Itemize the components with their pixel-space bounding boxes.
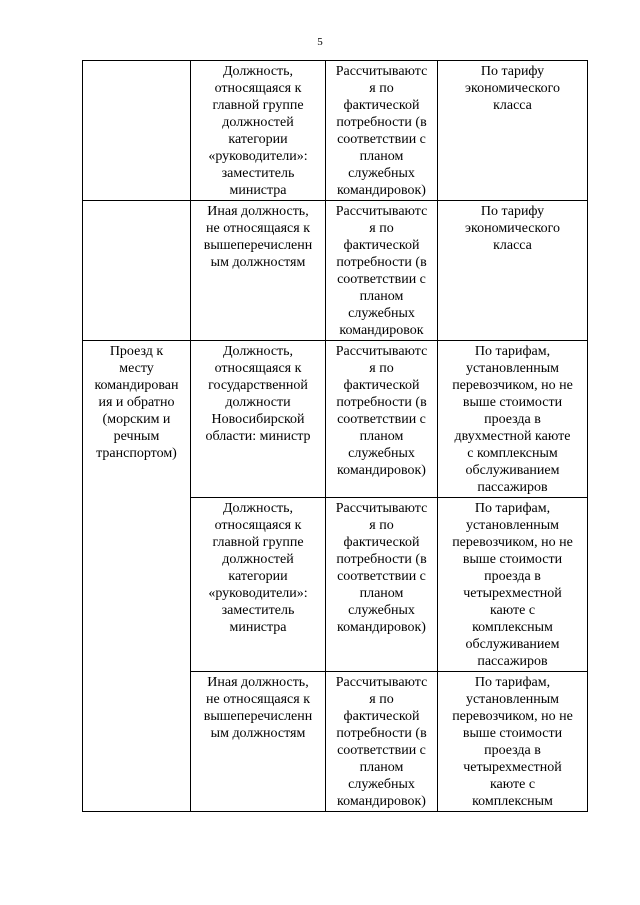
position-cell: Должность, относящаяся к главной группе должностей категории «руководители»: заместитель министра [191,61,326,201]
table-row [83,201,588,341]
position-cell: Должность, относящаяся к главной группе должностей категории «руководители»: заместитель министра [191,498,326,672]
tariff-cell: По тарифу экономического класса [438,201,588,341]
tariff-cell: По тарифу экономического класса [438,61,588,201]
position-cell: Иная должность, не относящаяся к вышеперечисленн ым должностям [191,672,326,812]
norm-cell: Рассчитываютс я по фактической потребности (в соответствии с планом служебных командировок) [326,341,438,498]
page-number: 5 [317,36,323,48]
position-cell: Иная должность, не относящаяся к вышеперечисленн ым должностям [191,201,326,341]
tariff-cell: По тарифам, установленным перевозчиком, но не выше стоимости проезда в четырехместной каюте с комплексным [438,672,588,812]
tariff-cell: По тарифам, установленным перевозчиком, но не выше стоимости проезда в двухместной каюте с комплексным обслуживанием пассажиров [438,341,588,498]
position-cell: Должность, относящаяся к государственной должности Новосибирской области: министр [191,341,326,498]
category-cell [83,61,191,201]
travel-expense-table [82,60,588,812]
category-cell: Проезд к месту командирован ия и обратно (морским и речным транспортом) [83,341,191,812]
norm-cell: Рассчитываютс я по фактической потребности (в соответствии с планом служебных командировок) [326,498,438,672]
table-row [83,341,588,498]
norm-cell: Рассчитываютс я по фактической потребности (в соответствии с планом служебных командировок [326,201,438,341]
table-row [83,61,588,201]
norm-cell: Рассчитываютс я по фактической потребности (в соответствии с планом служебных командировок) [326,61,438,201]
category-cell [83,201,191,341]
tariff-cell: По тарифам, установленным перевозчиком, но не выше стоимости проезда в четырехместной каюте с комплексным обслуживанием пассажиров [438,498,588,672]
norm-cell: Рассчитываютс я по фактической потребности (в соответствии с планом служебных командировок) [326,672,438,812]
